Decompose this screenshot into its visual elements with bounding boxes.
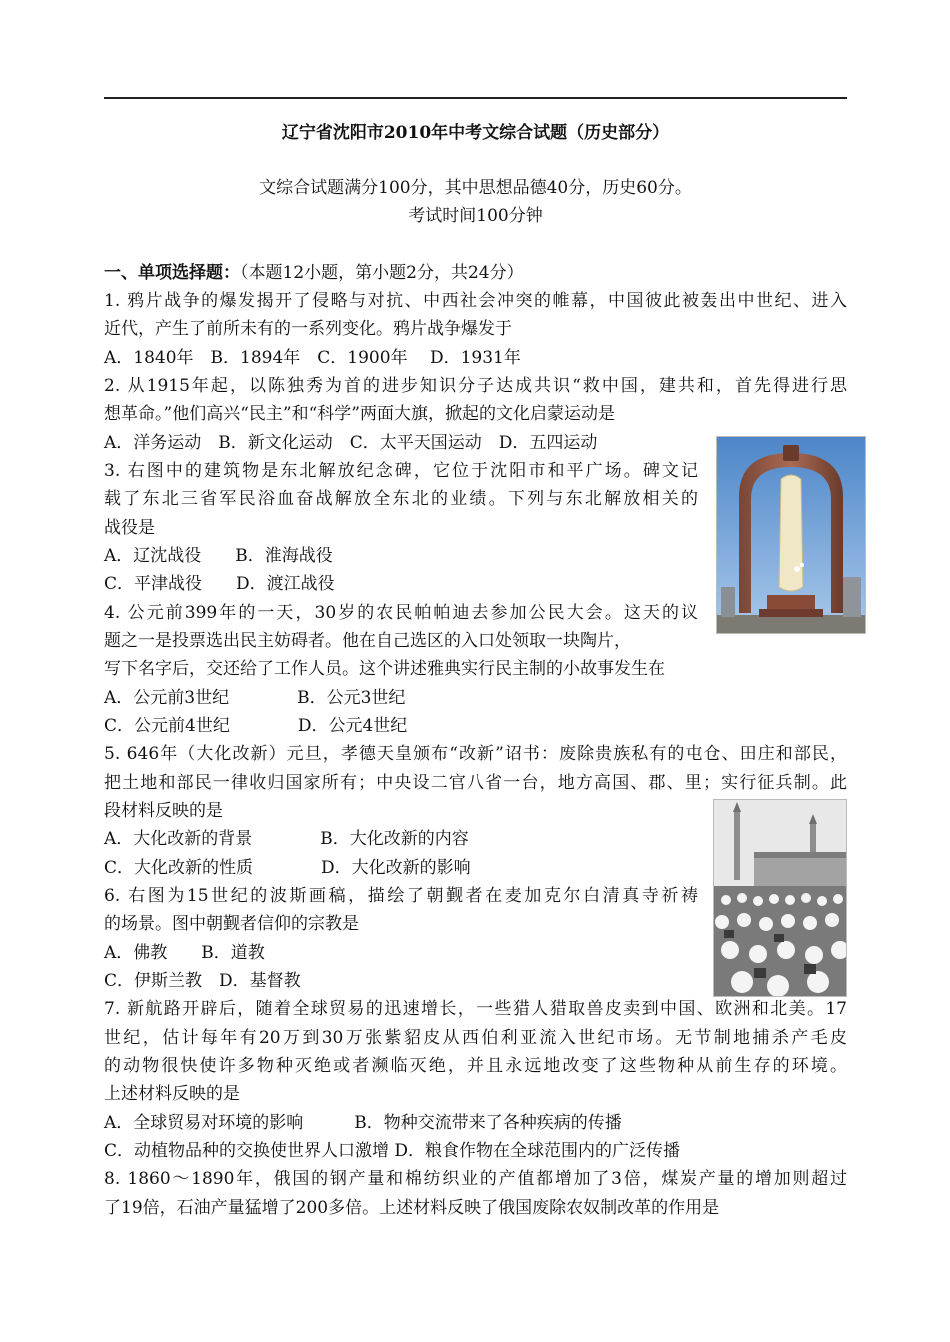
question-8-text: 8. 1860～1890年，俄国的钢产量和棉纺织业的产值都增加了3倍，煤炭产量的增加则超过 (104, 1169, 847, 1189)
question-6-options-ab: A．佛教 B．道教 (104, 943, 265, 963)
question-5-options-cd: C．大化改新的性质 D．大化改新的影响 (104, 858, 471, 878)
section-heading-note: （本题12小题，第小题2分，共24分） (240, 263, 524, 283)
question-7-text: 7. 新航路开辟后，随着全球贸易的迅速增长，一些猎人猎取兽皮卖到中国、欧洲和北美。17 (104, 999, 847, 1019)
question-1-text: 1. 鸦片战争的爆发揭开了侵略与对抗、中西社会冲突的帷幕，中国彼此被轰出中世纪、进入 (104, 291, 847, 311)
pilgrims-photo (713, 799, 847, 997)
question-4-options-cd: C．公元前4世纪 D．公元4世纪 (104, 716, 408, 736)
question-3-text-cont: 载了东北三省军民浴血奋战解放全东北的业绩。下列与东北解放相关的 (104, 489, 698, 509)
question-3-text: 3. 右图中的建筑物是东北解放纪念碑，它位于沈阳市和平广场。碑文记 (104, 461, 698, 481)
intro-score: 文综合试题满分100分，其中思想品德40分，历史60分。 (259, 178, 692, 198)
question-7-text-cont: 世纪，估计每年有20万到30万张紫貂皮从西伯利亚流入世纪市场。无节制地捕杀产毛皮 (104, 1028, 847, 1048)
monument-photo (716, 436, 866, 634)
question-6-options-cd: C．伊斯兰教 D．基督教 (104, 971, 301, 991)
question-4-text: 4. 公元前399年的一天，30岁的农民帕帕迪去参加公民大会。这天的议 (104, 603, 698, 623)
question-2-text: 2. 从1915年起，以陈独秀为首的进步知识分子达成共识“救中国，建共和，首先得进行思 (104, 376, 847, 396)
question-7-options-cd: C．动植物品种的交换使世界人口激增 D．粮食作物在全球范围内的广泛传播 (104, 1141, 681, 1161)
question-6-text: 6. 右图为15世纪的波斯画稿，描绘了朝觐者在麦加克尔白清真寺祈祷 (104, 886, 698, 906)
question-4-options-ab: A．公元前3世纪 B．公元3世纪 (104, 688, 406, 708)
question-5-text-end: 段材料反映的是 (104, 801, 223, 821)
question-1-text-cont: 近代，产生了前所未有的一系列变化。鸦片战争爆发于 (104, 319, 512, 339)
question-5-text-cont: 把土地和部民一律收归国家所有；中央设二官八省一台，地方高国、郡、里；实行征兵制。此 (104, 773, 847, 793)
question-7-options-ab: A．全球贸易对环境的影响 B．物种交流带来了各种疾病的传播 (104, 1113, 622, 1133)
header-rule (104, 97, 847, 99)
question-8-text-cont: 了19倍，石油产量猛增了200多倍。上述材料反映了俄国废除农奴制改革的作用是 (104, 1198, 720, 1218)
section-heading (104, 262, 524, 284)
intro-time: 考试时间100分钟 (408, 206, 543, 226)
question-3-options-ab: A．辽沈战役 B．淮海战役 (104, 546, 333, 566)
question-3-options-cd: C．平津战役 D．渡江战役 (104, 574, 335, 594)
pilgrims-illustration (714, 800, 846, 996)
question-4-text-end: 写下名字后，交还给了工作人员。这个讲述雅典实行民主制的小故事发生在 (104, 659, 665, 679)
question-3-text-end: 战役是 (104, 518, 155, 538)
question-2-options: A．洋务运动 B．新文化运动 C．太平天国运动 D．五四运动 (104, 433, 598, 453)
section-heading-label: 一、单项选择题： (104, 263, 240, 283)
question-7-text-end: 上述材料反映的是 (104, 1084, 240, 1104)
monument-illustration (717, 437, 865, 633)
question-5-text: 5. 646年（大化改新）元旦，孝德天皇颁布“改新”诏书：废除贵族私有的屯仓、田庄和部民， (104, 744, 847, 764)
question-2-text-cont: 想革命。”他们高兴“民主”和“科学”两面大旗，掀起的文化启蒙运动是 (104, 404, 615, 424)
question-6-text-cont: 的场景。图中朝觐者信仰的宗教是 (104, 914, 359, 934)
question-7-text-cont2: 的动物很快使许多物种灭绝或者濒临灭绝，并且永远地改变了这些物种从前生存的环境。 (104, 1056, 847, 1076)
question-4-text-cont: 题之一是投票选出民主妨碍者。他在自己选区的入口处领取一块陶片， (104, 631, 631, 651)
question-1-options: A．1840年 B．1894年 C．1900年 D．1931年 (104, 348, 521, 368)
page-title: 辽宁省沈阳市2010年中考文综合试题（历史部分） (281, 123, 670, 143)
question-5-options-ab: A．大化改新的背景 B．大化改新的内容 (104, 829, 469, 849)
